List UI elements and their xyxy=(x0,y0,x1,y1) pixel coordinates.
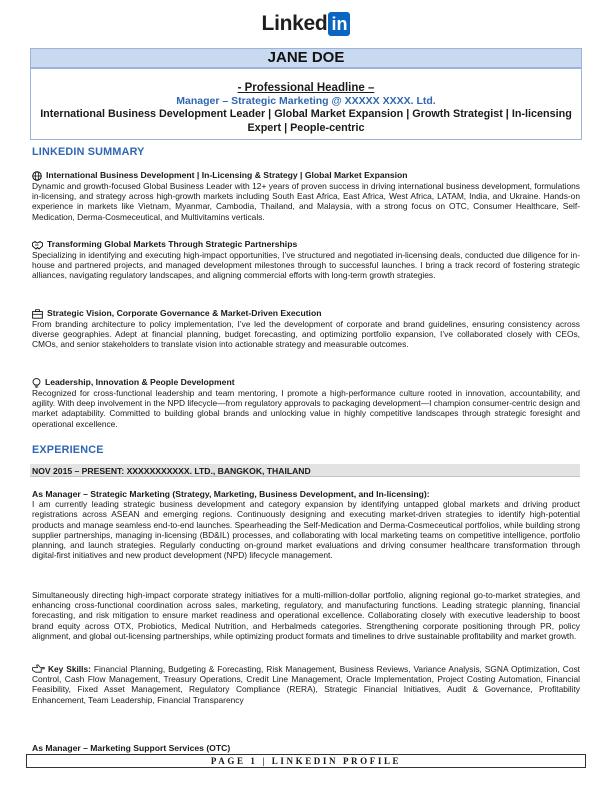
logo-wordmark: Linked xyxy=(261,12,328,35)
summary-block-heading xyxy=(32,170,580,181)
job-header: NOV 2015 – PRESENT: XXXXXXXXXXX. LTD., BANGKOK, THAILAND xyxy=(30,464,580,477)
summary-block-title: Transforming Global Markets Through Strategic Partnerships xyxy=(47,239,298,249)
job-description: I am currently leading strategic business development and category expansion by identifying untapped global markets and driving product registrations across ASEAN and emerging regions. Continuously designing and executing market-driven strategies to identify high-potential products and manage seamless end-to-end launches. Spearheading the Self-Medication and Derma-Cosmeceutical portfolios, while building strong supplier partnerships, managing in-licensing (BD&IL) processes, and collaborating with local marketing teams on competitive intelligence, portfolio planning, and launch strategies. Regularly conducting on-ground market evaluations and driving consumer healthcare transformation through digital-first initiatives and new product development (NPD) lifecycle management. xyxy=(32,499,580,561)
linkedin-logo xyxy=(0,12,612,38)
summary-block xyxy=(32,377,580,429)
globe-icon xyxy=(32,171,42,181)
job-role-title: As Manager – Strategic Marketing (Strategy, Marketing, Business Development, and In-licensing): xyxy=(32,489,430,499)
logo-in-box: in xyxy=(328,12,350,36)
summary-block xyxy=(32,308,580,350)
summary-block-title: International Business Development | In-Licensing & Strategy | Global Market Expansion xyxy=(46,170,408,180)
summary-block-text: Specializing in identifying and executing high-impact opportunities, I’ve structured and negotiated in-licensing deals, conducted due diligence for in-house and partnered projects, and managed development milestones through to successful launches. I bring a track record of fostering strategic alliances, navigating regulatory landscapes, and aligning commercial efforts with long-term growth strategies. xyxy=(32,250,580,281)
job-role-title-2: As Manager – Marketing Support Services (OTC) xyxy=(32,743,231,753)
headline-subtitle: Manager – Strategic Marketing @ XXXXX XXXX. Ltd. xyxy=(176,95,436,107)
key-skills-text: Financial Planning, Budgeting & Forecasting, Risk Management, Business Reviews, Variance Analysis, SGNA Optimization, Cost Control, Cash Flow Management, Treasury Operations, Credit Line Management, Oracle Implementation, Project Costing Automation, Financial Feasibility, Fixed Asset Management, Regulatory Compliance (RERA), Strategic Financial Initiatives, Audit & Governance, Profitability Enhancement, Team Leadership, Financial Transparency xyxy=(32,664,581,705)
job-description: Simultaneously directing high-impact corporate strategy initiatives for a multi-million-dollar portfolio, aligning regional go-to-market strategies, and enhancing cross-functional coordination across sales, marketing, regulatory, and manufacturing functions. Leading strategic planning, financial forecasting, and risk mitigation to ensure market readiness and operational excellence. Collaborating closely with executive leadership to boost brand equity across OTX, Probiotics, Medical Nutrition, and Herbalmeds categories. Strengthening corporate positioning through PR, policy alignment, and global out-licensing partnerships, while optimizing product formats and timelines to drive sustainable profitability and market growth. xyxy=(32,590,580,641)
summary-block-text: From branding architecture to policy implementation, I’ve led the development of corporate and brand guidelines, ensuring consistency across diverse geographies. Adept at financial planning, budget forecasting, and optimizing portfolio expansion, I’ve collaborated closely with CEOs, CMOs, and senior stakeholders to translate vision into actionable strategy and measurable outcomes. xyxy=(32,319,580,350)
summary-block-heading xyxy=(32,308,580,319)
summary-block xyxy=(32,170,580,222)
job-role-block xyxy=(32,489,580,560)
headline-box xyxy=(30,68,582,140)
lightbulb-icon xyxy=(32,378,41,388)
page-footer: PAGE 1 | LINKEDIN PROFILE xyxy=(26,754,586,768)
key-skills-block xyxy=(32,664,580,705)
experience-section-title: EXPERIENCE xyxy=(32,444,104,456)
summary-section-title: LINKEDIN SUMMARY xyxy=(32,146,145,158)
summary-block-text: Recognized for cross-functional leadership and team mentoring, I promote a high-performance culture rooted in innovation, accountability, and agility. With deep involvement in the NPD lifecycle—from regulatory approvals to packaging development—I champion consumer-centric design and market adaptability. Committed to building global brands and unlocking value in highly competitive landscapes through strategic foresight and operational excellence. xyxy=(32,388,580,429)
headline-title: - Professional Headline – xyxy=(237,82,375,94)
briefcase-icon xyxy=(32,309,43,319)
summary-block-heading xyxy=(32,377,580,388)
summary-block-heading xyxy=(32,239,580,250)
handshake-icon xyxy=(32,240,43,250)
summary-block xyxy=(32,239,580,281)
job-description-block xyxy=(32,590,580,641)
pointing-hand-icon xyxy=(32,664,45,673)
name-banner: JANE DOE xyxy=(30,48,582,68)
summary-block-title: Strategic Vision, Corporate Governance & Market-Driven Execution xyxy=(47,308,322,318)
summary-block-text: Dynamic and growth-focused Global Business Leader with 12+ years of proven success in driving international business development, formulations in-licensing, and strategy across high-growth markets including South East Africa, East Africa, West Africa, LATAM, India, and Ukraine. Hands-on experience in markets like Vietnam, Myanmar, Cambodia, Thailand, and Malaysia, with a strong focus on OTC, Consumer Healthcare, Self-Medication, Derma-Cosmeceutical, and Multivitamins verticals. xyxy=(32,181,580,222)
summary-block-title: Leadership, Innovation & People Development xyxy=(45,377,235,387)
headline-tagline: International Business Development Leader | Global Market Expansion | Growth Strategist | In-licensing Expert | People-centric xyxy=(40,108,572,134)
key-skills-label: Key Skills: xyxy=(47,664,91,674)
